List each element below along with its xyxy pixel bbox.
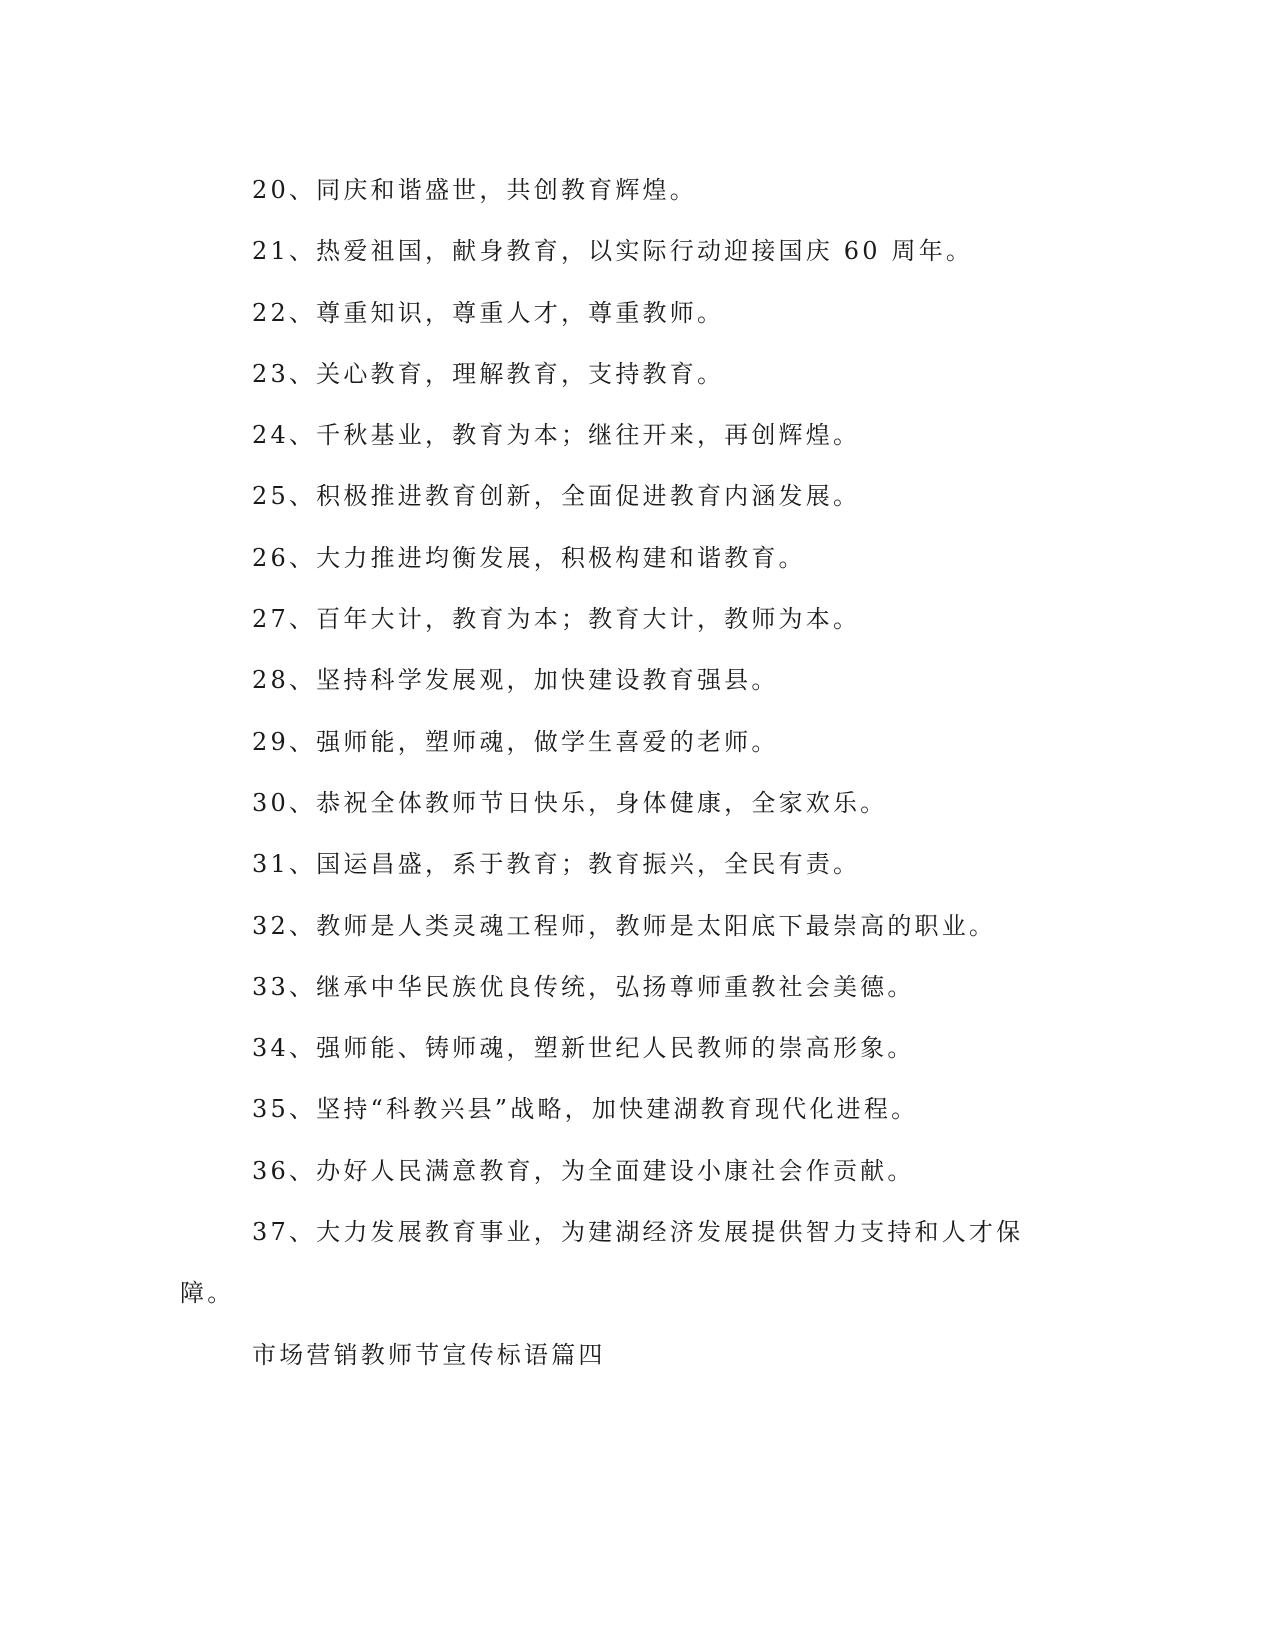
- slogan-item: 33、继承中华民族优良传统，弘扬尊师重教社会美德。: [252, 972, 915, 1001]
- slogan-item: 30、恭祝全体教师节日快乐，身体健康，全家欢乐。: [252, 788, 888, 817]
- slogan-list: [180, 160, 1060, 1386]
- slogan-item: 29、强师能，塑师魂，做学生喜爱的老师。: [252, 727, 779, 756]
- slogan-item: 21、热爱祖国，献身教育，以实际行动迎接国庆 60 周年。: [252, 237, 974, 266]
- slogan-item: 28、坚持科学发展观，加快建设教育强县。: [252, 666, 779, 695]
- slogan-item: 26、大力推进均衡发展，积极构建和谐教育。: [252, 543, 806, 572]
- slogan-item: 31、国运昌盛，系于教育；教育振兴，全民有责。: [252, 850, 861, 879]
- slogan-item: 22、尊重知识，尊重人才，尊重教师。: [252, 298, 725, 327]
- slogan-item: 20、同庆和谐盛世，共创教育辉煌。: [252, 176, 697, 204]
- slogan-item-37-first-line: 37、大力发展教育事业，为建湖经济发展提供智力支持和人才保: [252, 1218, 1024, 1247]
- slogan-item: 25、积极推进教育创新，全面促进教育内涵发展。: [252, 482, 861, 511]
- section-heading: 市场营销教师节宣传标语篇四: [252, 1340, 606, 1369]
- slogan-item: 34、强师能、铸师魂，塑新世纪人民教师的崇高形象。: [252, 1034, 915, 1063]
- slogan-item: 32、教师是人类灵魂工程师，教师是太阳底下最崇高的职业。: [252, 911, 997, 940]
- slogan-item: 23、关心教育，理解教育，支持教育。: [252, 359, 725, 388]
- slogan-item: 36、办好人民满意教育，为全面建设小康社会作贡献。: [252, 1156, 915, 1185]
- slogan-item: 27、百年大计，教育为本；教育大计，教师为本。: [252, 605, 861, 634]
- slogan-item: 24、千秋基业，教育为本；继往开来，再创辉煌。: [252, 421, 861, 450]
- slogan-item-37-continuation: 障。: [180, 1279, 235, 1308]
- slogan-item: 35、坚持“科教兴县”战略，加快建湖教育现代化进程。: [252, 1095, 919, 1124]
